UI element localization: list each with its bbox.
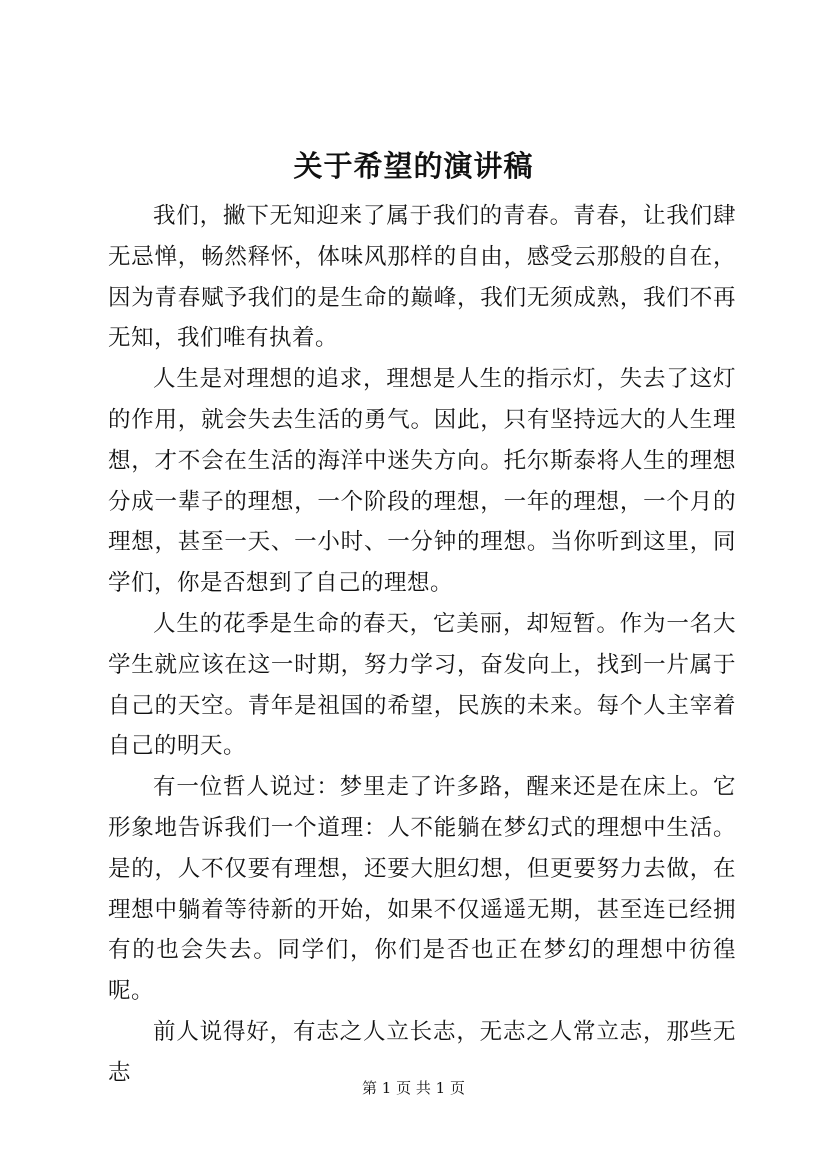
- paragraph-1: 我们，撇下无知迎来了属于我们的青春。青春，让我们肆无忌惮，畅然释怀，体味风那样的自由，感受云那般的自在，因为青春赋予我们的是生命的巅峰，我们无须成熟，我们不再无知，我们唯有执着。: [108, 203, 736, 352]
- paragraph-2: 人生是对理想的追求，理想是人生的指示灯，失去了这灯的作用，就会失去生活的勇气。因此，只有坚持远大的人生理想，才不会在生活的海洋中迷失方向。托尔斯泰将人生的理想分成一辈子的理想，一个阶段的理想，一年的理想，一个月的理想，甚至一天、一小时、一分钟的理想。当你听到这里，同学们，你是否想到了自己的理想。: [108, 366, 736, 597]
- document-title: 关于希望的演讲稿: [293, 149, 534, 183]
- page-footer: 第 1 页 共 1 页: [362, 1079, 465, 1097]
- paragraph-5: 前人说得好，有志之人立长志，无志之人常立志，那些无志: [108, 1018, 736, 1086]
- document-body: [108, 196, 736, 1094]
- paragraph-3: 人生的花季是生命的春天，它美丽，却短暂。作为一名大学生就应该在这一时期，努力学习，奋发向上，找到一片属于自己的天空。青年是祖国的希望，民族的未来。每个人主宰着自己的明天。: [108, 610, 736, 760]
- paragraph-4: 有一位哲人说过：梦里走了许多路，醒来还是在床上。它形象地告诉我们一个道理：人不能躺在梦幻式的理想中生活。是的，人不仅要有理想，还要大胆幻想，但更要努力去做，在理想中躺着等待新的开始，如果不仅遥遥无期，甚至连已经拥有的也会失去。同学们，你们是否也正在梦幻的理想中彷徨呢。: [108, 774, 736, 1005]
